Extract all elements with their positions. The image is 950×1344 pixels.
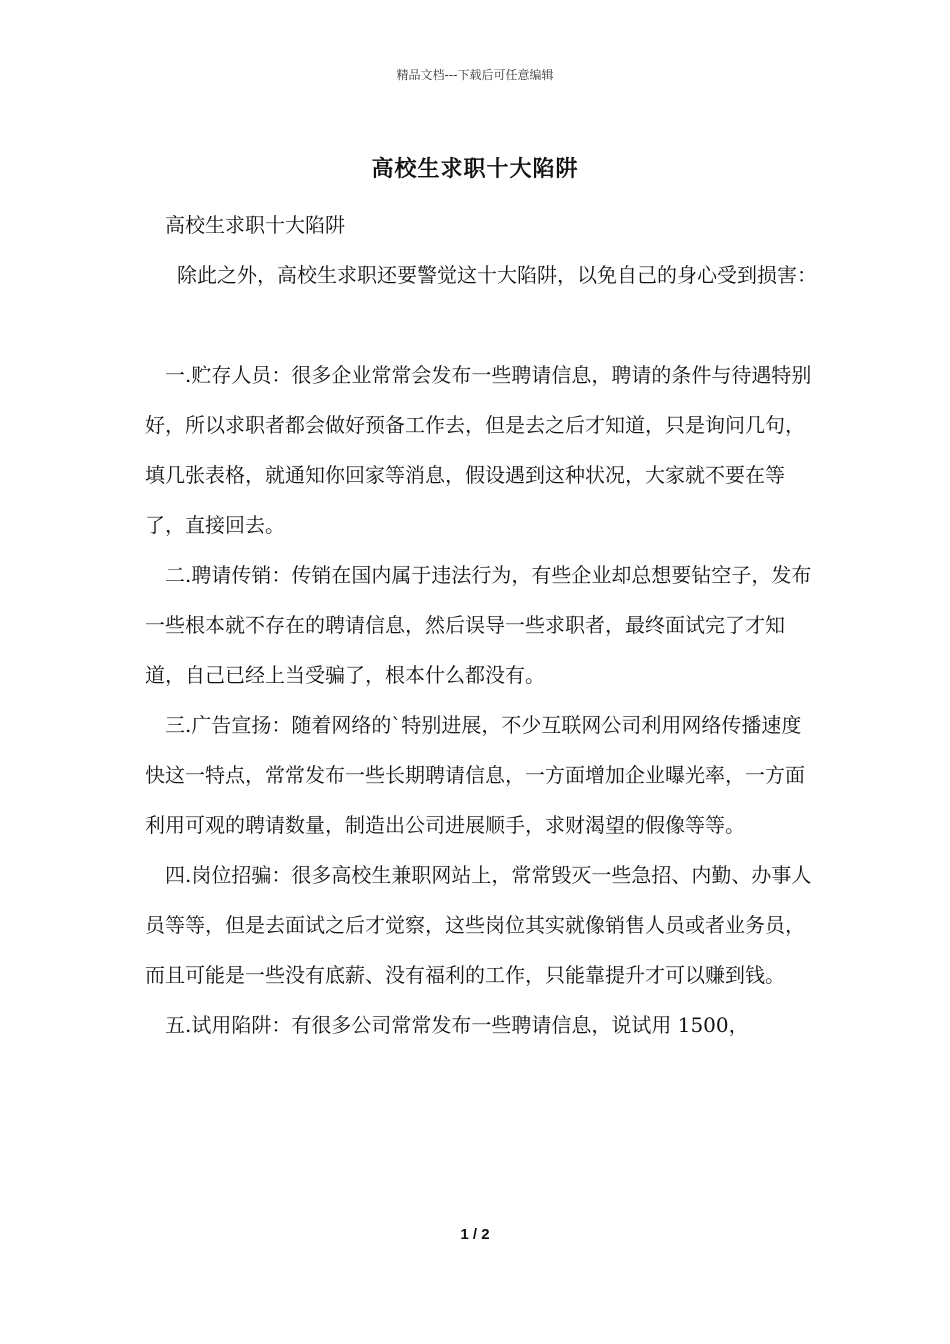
paragraph-1: 一.贮存人员：很多企业常常会发布一些聘请信息，聘请的条件与待遇特别好，所以求职者都会做好预备工作去，但是去之后才知道，只是询问几句，填几张表格，就通知你回家等消息，假设遇到这种状况，大家就不要在等了，直接回去。 <box>145 363 812 537</box>
document-title: 高校生求职十大陷阱 <box>371 156 579 182</box>
paragraph-5: 五.试用陷阱：有很多公司常常发布一些聘请信息，说试用 1500， <box>165 1013 749 1037</box>
paragraph-spacer <box>145 300 817 350</box>
page-header: 精品文档---下载后可任意编辑 <box>396 68 554 82</box>
document-subtitle: 高校生求职十大陷阱 <box>165 213 345 237</box>
document-body <box>145 200 817 1050</box>
intro-paragraph: 除此之外，高校生求职还要警觉这十大陷阱，以免自己的身心受到损害： <box>177 263 817 287</box>
paragraph-3: 三.广告宣扬：随着网络的`特别进展，不少互联网公司利用网络传播速度快这一特点，常常发布一些长期聘请信息，一方面增加企业曝光率，一方面利用可观的聘请数量，制造出公司进展顺手，求财渴望的假像等等。 <box>145 713 805 837</box>
paragraph-2: 二.聘请传销：传销在国内属于违法行为，有些企业却总想要钻空子，发布一些根本就不存在的聘请信息，然后误导一些求职者，最终面试完了才知道，自己已经上当受骗了，根本什么都没有。 <box>145 563 812 687</box>
page-number: 1 / 2 <box>460 1226 490 1243</box>
paragraph-4: 四.岗位招骗：很多高校生兼职网站上，常常毁灭一些急招、内勤、办事人员等等，但是去面试之后才觉察，这些岗位其实就像销售人员或者业务员，而且可能是一些没有底薪、没有福利的工作，只能靠提升才可以赚到钱。 <box>145 863 812 987</box>
